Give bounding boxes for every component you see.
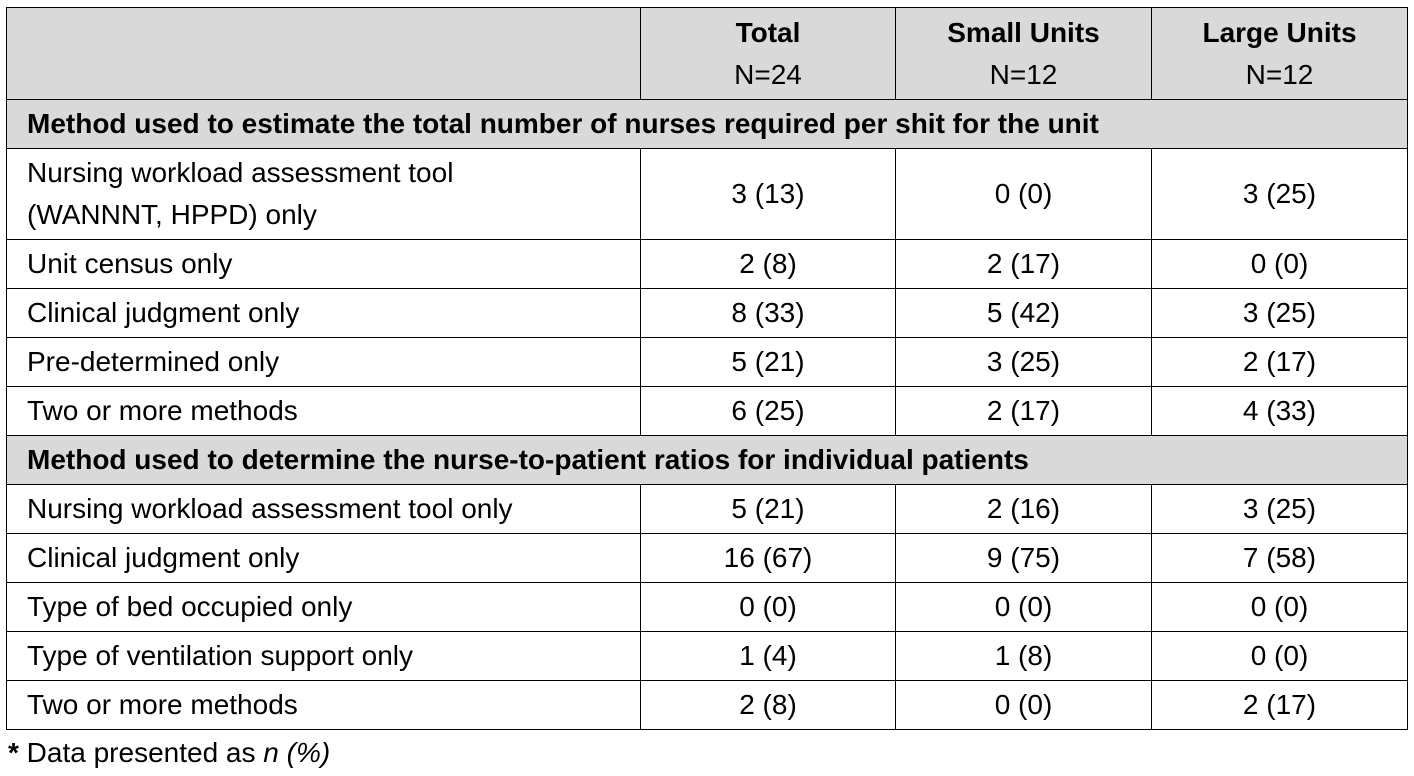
cell-large: 4 (33): [1152, 387, 1408, 436]
cell-total: 2 (8): [641, 240, 896, 289]
cell-large: 0 (0): [1152, 632, 1408, 681]
cell-total: 5 (21): [641, 338, 896, 387]
cell-small: 1 (8): [896, 632, 1152, 681]
header-small-title: Small Units: [947, 16, 1100, 48]
cell-small: 0 (0): [896, 149, 1152, 240]
cell-large: 3 (25): [1152, 149, 1408, 240]
header-large-title: Large Units: [1202, 16, 1357, 48]
cell-total: 1 (4): [641, 632, 896, 681]
header-large-units: [1152, 8, 1408, 100]
table-footnote: [8, 733, 330, 773]
row-label: Clinical judgment only: [7, 289, 641, 338]
cell-total: 8 (33): [641, 289, 896, 338]
cell-small: 3 (25): [896, 338, 1152, 387]
header-small-units: [896, 8, 1152, 100]
row-label: [7, 149, 641, 240]
section-header-row: [7, 100, 1408, 149]
row-label: Two or more methods: [7, 681, 641, 730]
row-label: Nursing workload assessment tool only: [7, 485, 641, 534]
cell-small: 2 (16): [896, 485, 1152, 534]
row-label-line2: (WANNNT, HPPD) only: [27, 199, 317, 230]
header-total-n: N=24: [734, 58, 802, 90]
cell-small: 0 (0): [896, 681, 1152, 730]
table-row: [7, 681, 1408, 730]
cell-total: 2 (8): [641, 681, 896, 730]
table-row: [7, 149, 1408, 240]
table-header-row: [7, 8, 1408, 100]
row-label: Clinical judgment only: [7, 534, 641, 583]
section-header-row: [7, 436, 1408, 485]
table-row: [7, 632, 1408, 681]
section-title: Method used to determine the nurse-to-patient ratios for individual patients: [7, 436, 1408, 485]
cell-total: 3 (13): [641, 149, 896, 240]
row-label: Type of bed occupied only: [7, 583, 641, 632]
cell-large: 0 (0): [1152, 583, 1408, 632]
header-blank-cell: [7, 8, 641, 100]
table-row: [7, 534, 1408, 583]
cell-total: 0 (0): [641, 583, 896, 632]
header-large-n: N=12: [1245, 58, 1314, 90]
row-label: Pre-determined only: [7, 338, 641, 387]
table-row: [7, 240, 1408, 289]
cell-large: 2 (17): [1152, 681, 1408, 730]
footnote-italic: n (%): [263, 737, 331, 768]
table-row: [7, 485, 1408, 534]
table-row: [7, 289, 1408, 338]
row-label-line1: Nursing workload assessment tool: [27, 157, 454, 188]
footnote-star: *: [8, 737, 19, 768]
cell-large: 7 (58): [1152, 534, 1408, 583]
cell-small: 9 (75): [896, 534, 1152, 583]
footnote-text: Data presented as: [18, 737, 264, 768]
cell-large: 2 (17): [1152, 338, 1408, 387]
cell-large: 3 (25): [1152, 485, 1408, 534]
cell-total: 6 (25): [641, 387, 896, 436]
row-label: Two or more methods: [7, 387, 641, 436]
results-table: [6, 7, 1408, 730]
cell-small: 5 (42): [896, 289, 1152, 338]
cell-small: 0 (0): [896, 583, 1152, 632]
table-row: [7, 338, 1408, 387]
cell-large: 3 (25): [1152, 289, 1408, 338]
table-row: [7, 583, 1408, 632]
cell-small: 2 (17): [896, 387, 1152, 436]
cell-total: 16 (67): [641, 534, 896, 583]
header-small-n: N=12: [989, 58, 1058, 90]
cell-total: 5 (21): [641, 485, 896, 534]
row-label: Type of ventilation support only: [7, 632, 641, 681]
section-title: Method used to estimate the total number of nurses required per shit for the unit: [7, 100, 1408, 149]
cell-large: 0 (0): [1152, 240, 1408, 289]
row-label: Unit census only: [7, 240, 641, 289]
header-total-title: Total: [735, 16, 801, 48]
table-row: [7, 387, 1408, 436]
cell-small: 2 (17): [896, 240, 1152, 289]
header-total: [641, 8, 896, 100]
